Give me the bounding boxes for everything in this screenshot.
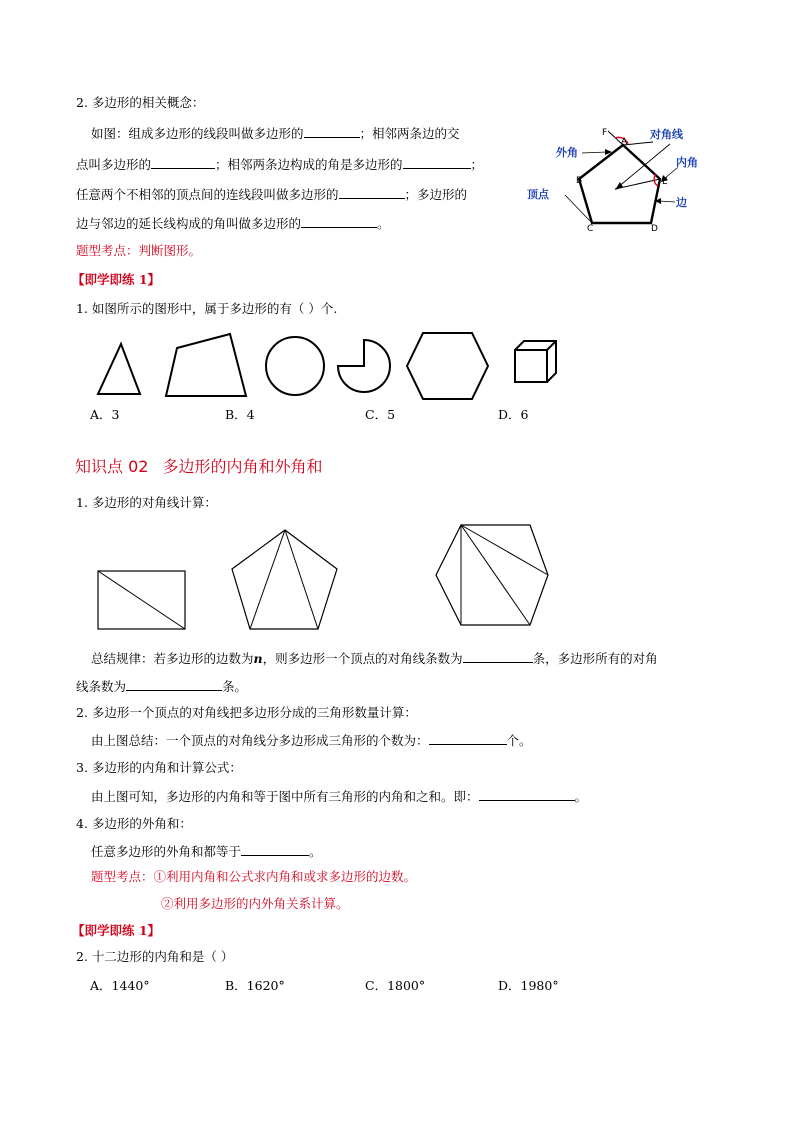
triangle-count-title: 2. 多边形一个顶点的对角线把多边形分成的三角形数量计算： xyxy=(76,705,417,720)
interior-sum-line xyxy=(91,787,587,806)
diagonal-title: 1. 多边形的对角线计算： xyxy=(76,495,217,510)
vertex-pointer xyxy=(565,195,590,221)
side-arrow xyxy=(659,201,675,202)
pentagon-concept-figure xyxy=(520,122,710,237)
text: 线条数为 xyxy=(76,679,127,694)
vertex-label-e: E xyxy=(662,177,668,187)
option-a[interactable]: A．1440° xyxy=(90,978,150,993)
practice-header-1: 【即学即练 1】 xyxy=(72,272,161,287)
concept-tip: 题型考点：判断图形。 xyxy=(76,243,202,258)
vertex-label-f: F xyxy=(602,128,608,138)
text: 边与邻边的延长线构成的角叫做多边形的 xyxy=(76,216,302,231)
blank-vertex[interactable] xyxy=(151,155,215,169)
summary-line-1 xyxy=(91,649,658,668)
label-vertex: 顶点 xyxy=(527,188,549,201)
text: ； xyxy=(470,157,484,172)
rectangle-figure xyxy=(98,571,185,629)
triangle-shape xyxy=(98,344,140,394)
concept-line-4 xyxy=(76,214,390,233)
option-d[interactable]: D．6 xyxy=(498,407,529,422)
option-c[interactable]: C．5 xyxy=(365,407,396,422)
text: 如图：组成多边形的线段叫做多边形的 xyxy=(91,126,304,141)
text: ；相邻两条边构成的角是多边形的 xyxy=(215,157,403,172)
text: 任意多边形的外角和都等于 xyxy=(91,844,242,859)
text: 条，多边形所有的对角 xyxy=(532,651,658,666)
practice-question-1: 1. 如图所示的图形中，属于多边形的有（ ）个. xyxy=(76,301,338,316)
tip-line-1: 题型考点：①利用内角和公式求内角和或求多边形的边数。 xyxy=(91,869,417,884)
hexagon-figure xyxy=(436,525,548,625)
text: 。 xyxy=(574,789,588,804)
option-b[interactable]: B．1620° xyxy=(225,978,285,993)
section-title: 多边形的内角和外角和 xyxy=(162,457,323,476)
practice-header-2: 【即学即练 1】 xyxy=(72,923,161,938)
text: 总结规律：若多边形的边数为 xyxy=(91,651,254,666)
label-side: 边 xyxy=(676,196,687,209)
vertex-label-d: D xyxy=(651,224,658,234)
blank-diagonal[interactable] xyxy=(339,185,405,199)
shapes-row xyxy=(90,322,570,402)
practice-question-2: 2. 十二边形的内角和是（ ） xyxy=(76,949,234,964)
option-b[interactable]: B．4 xyxy=(225,407,255,422)
text: 点叫多边形的 xyxy=(76,157,152,172)
exterior-arrow xyxy=(582,152,607,153)
blank-exterior-sum[interactable] xyxy=(241,842,309,856)
section-heading xyxy=(75,458,322,476)
interior-sum-title: 3. 多边形的内角和计算公式： xyxy=(76,760,242,775)
blank-total-diagonals[interactable] xyxy=(126,677,222,691)
exterior-sum-line xyxy=(91,842,322,861)
label-diagonal: 对角线 xyxy=(650,128,683,141)
option-c[interactable]: C．1800° xyxy=(365,978,426,993)
blank-interior-angle[interactable] xyxy=(403,155,471,169)
pentagon-figure xyxy=(232,530,337,629)
tip-line-2: ②利用多边形的内外角关系计算。 xyxy=(161,896,349,911)
concept-line-3 xyxy=(76,185,467,204)
blank-triangle-count[interactable] xyxy=(429,731,507,745)
text: ；相邻两条边的交 xyxy=(359,126,460,141)
blank-exterior-angle[interactable] xyxy=(301,214,377,228)
quadrilateral-shape xyxy=(166,334,246,396)
text: 条。 xyxy=(222,679,248,694)
triangle-count-line xyxy=(91,731,532,750)
circle-shape xyxy=(266,337,324,395)
diagonal-figures xyxy=(90,520,570,635)
concept-line-1 xyxy=(91,124,460,143)
concept-title: 2. 多边形的相关概念： xyxy=(76,95,205,110)
text: 由上图总结：一个顶点的对角线分多边形成三角形的个数为： xyxy=(91,733,429,748)
option-a[interactable]: A．3 xyxy=(90,407,120,422)
blank-interior-sum[interactable] xyxy=(479,787,575,801)
option-d[interactable]: D．1980° xyxy=(498,978,559,993)
hexagon-shape xyxy=(407,333,488,399)
sector-shape xyxy=(338,340,390,392)
text: ，则多边形一个顶点的对角线条数为 xyxy=(262,651,463,666)
text: 任意两个不相邻的顶点间的连线段叫做多边形的 xyxy=(76,187,339,202)
label-exterior-angle: 外角 xyxy=(556,146,578,159)
vertex-label-b: B xyxy=(576,176,583,186)
blank-side[interactable] xyxy=(304,124,360,138)
variable-n: n xyxy=(253,651,263,666)
summary-line-2 xyxy=(76,677,247,696)
text: 。 xyxy=(377,216,390,231)
vertex-label-a: A xyxy=(621,137,628,147)
label-interior-angle: 内角 xyxy=(676,156,698,169)
text: 。 xyxy=(309,844,322,859)
vertex-label-c: C xyxy=(587,224,594,234)
concept-line-2 xyxy=(76,155,483,174)
cube-shape xyxy=(515,341,556,382)
section-number: 知识点 02 xyxy=(75,457,149,476)
exterior-sum-title: 4. 多边形的外角和： xyxy=(76,816,192,831)
arrow-head xyxy=(615,182,623,190)
text: ；多边形的 xyxy=(404,187,468,202)
blank-diagonals-per-vertex[interactable] xyxy=(463,649,533,663)
text: 由上图可知，多边形的内角和等于图中所有三角形的内角和之和。即： xyxy=(91,789,479,804)
text: 个。 xyxy=(506,733,532,748)
